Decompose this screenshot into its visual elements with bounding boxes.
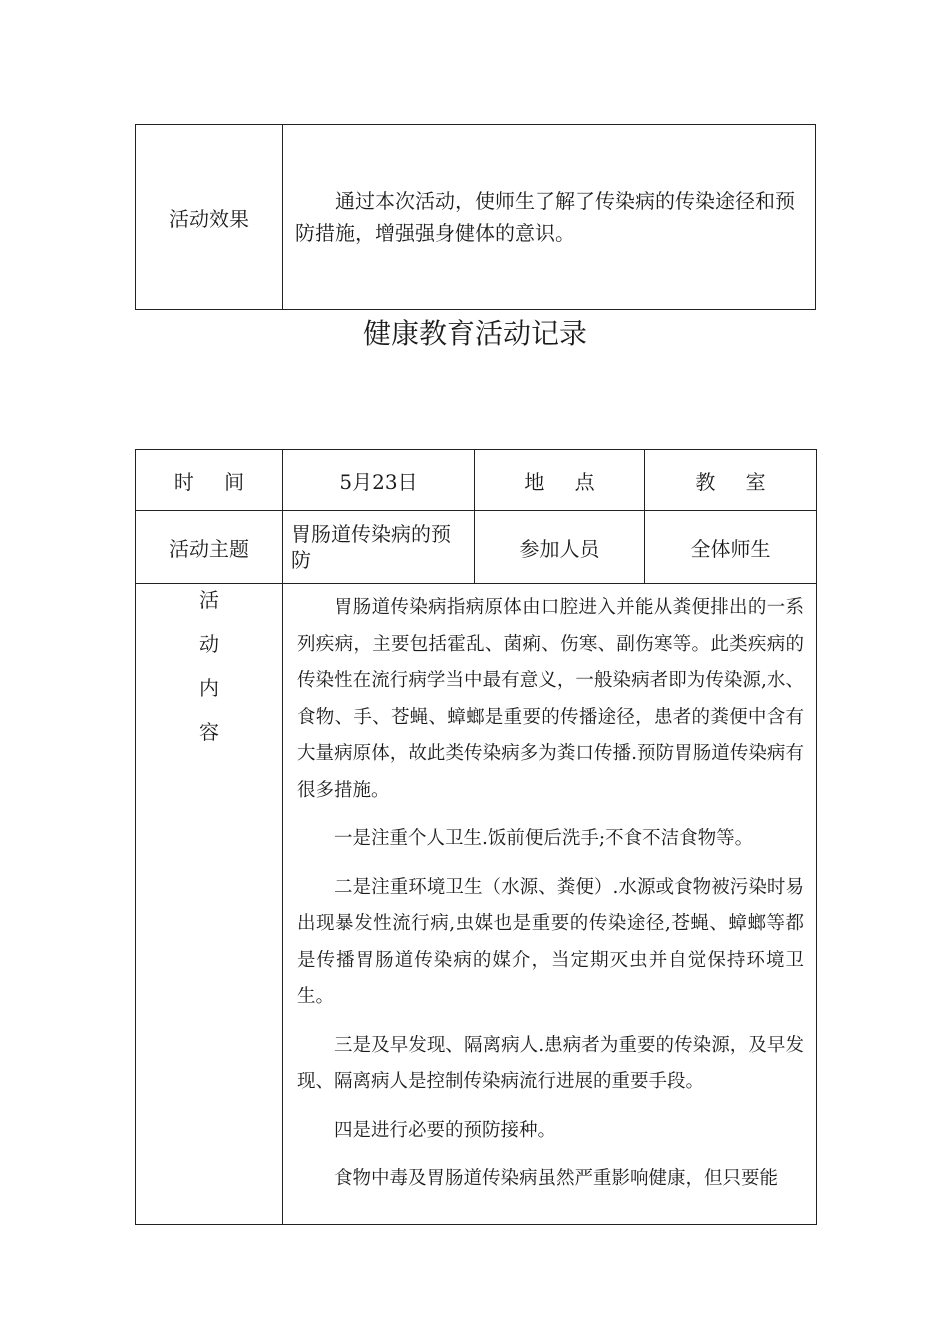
activity-record-table [135,449,817,1225]
content-label-char: 内 [199,676,219,700]
place-label: 地 点 [475,450,645,511]
content-paragraph: 一是注重个人卫生.饭前便后洗手;不食不洁食物等。 [334,828,754,849]
content-paragraph: 四是进行必要的预防接种。 [334,1119,557,1141]
content-label-char: 动 [199,632,219,656]
content-label-cell [136,584,283,1225]
content-label-char: 活 [199,588,219,612]
effect-text: 通过本次活动，使师生了解了传染病的传染途径和预防措施，增强强身健体的意识。 [283,125,816,310]
content-label-char: 容 [199,720,219,744]
content-paragraph: 食物中毒及胃肠道传染病虽然严重影响健康，但只要能 [334,1168,779,1189]
effect-label: 活动效果 [136,125,283,310]
activity-effect-table [135,124,816,310]
content-label [136,584,282,762]
content-paragraph: 二是注重环境卫生（水源、粪便）.水源或食物被污染时易出现暴发性流行病,虫媒也是重要的传染途径,苍蝇、蟑螂等都是传播胃肠道传染病的媒介，当定期灭虫并自觉保持环境卫生。 [297,876,804,1007]
content-paragraph: 三是及早发现、隔离病人.患病者为重要的传染源，及早发现、隔离病人是控制传染病流行进展的重要手段。 [297,1034,804,1092]
time-value: 5月23日 [283,450,475,511]
time-label: 时 间 [136,450,283,511]
topic-label: 活动主题 [136,511,283,584]
topic-value: 胃肠道传染病的预防 [283,511,475,584]
participants-label: 参加人员 [475,511,645,584]
place-value: 教 室 [645,450,817,511]
content-body [283,584,817,1225]
content-paragraph: 胃肠道传染病指病原体由口腔进入并能从粪便排出的一系列疾病，主要包括霍乱、菌痢、伤寒、副伤寒等。此类疾病的传染性在流行病学当中最有意义，一般染病者即为传染源,水、食物、手、苍蝇、蟑螂是重要的传播途径，患者的粪便中含有大量病原体，故此类传染病多为粪口传播.预防胃肠道传染病有很多措施。 [297,597,804,801]
document-title: 健康教育活动记录 [362,317,587,350]
participants-value: 全体师生 [645,511,817,584]
